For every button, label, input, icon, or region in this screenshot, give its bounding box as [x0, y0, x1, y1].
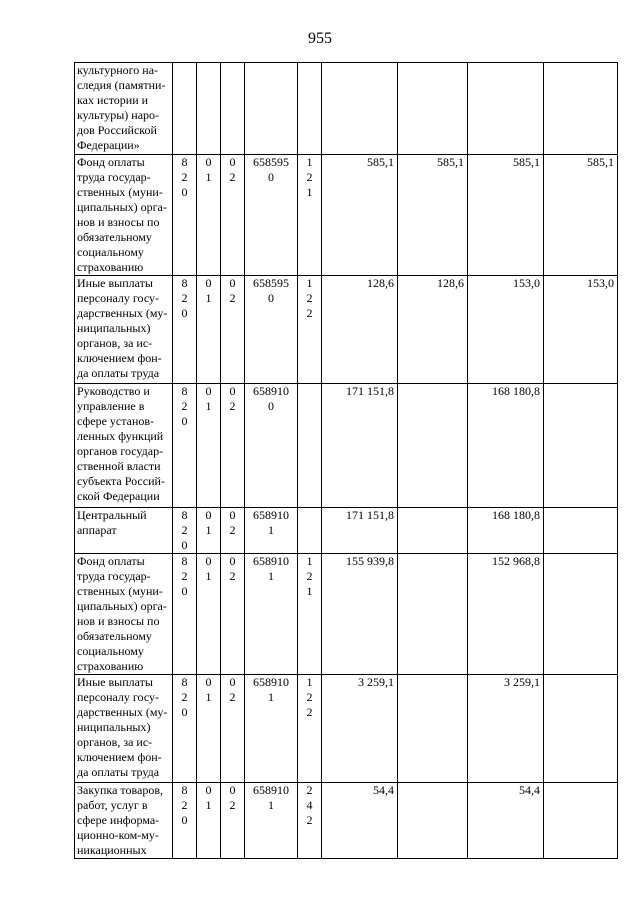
amount-cell-2 [398, 276, 468, 384]
amount-cell-1-text: 171 151,8 [346, 508, 394, 522]
expense-type-cell-text: 1 2 1 [306, 554, 313, 598]
row-name-cell [75, 384, 173, 508]
table-row [75, 675, 618, 783]
amount-cell-3-text: 152 968,8 [492, 554, 540, 568]
section-code-cell [197, 155, 221, 276]
section-code-cell [197, 783, 221, 859]
amount-cell-1-text: 54,4 [373, 783, 394, 797]
subsection-code-cell-text: 0 2 [229, 783, 236, 812]
subsection-code-cell-text: 0 2 [229, 554, 236, 583]
subsection-code-cell [221, 63, 245, 155]
section-code-cell [197, 508, 221, 554]
amount-cell-4 [544, 155, 618, 276]
amount-cell-4 [544, 384, 618, 508]
amount-cell-3 [468, 384, 544, 508]
expense-type-cell-text: 1 2 2 [306, 675, 313, 719]
expense-type-cell-text: 2 4 2 [306, 783, 313, 827]
amount-cell-3 [468, 783, 544, 859]
table-body [75, 63, 618, 859]
amount-cell-3-text: 3 259,1 [504, 675, 540, 689]
expense-type-cell [298, 508, 322, 554]
amount-cell-1 [322, 155, 398, 276]
expense-type-cell-text: 1 2 2 [306, 276, 313, 320]
row-name-cell [75, 675, 173, 783]
table-row [75, 384, 618, 508]
amount-cell-2 [398, 384, 468, 508]
row-name-cell-text: Центральный аппарат [77, 508, 147, 537]
row-name-cell-text: культурного на- следия (памятни- ках истории и культуры) наро- дов Российской Федерации» [77, 63, 166, 152]
subsection-code-cell [221, 554, 245, 675]
section-code-cell-text: 0 1 [205, 384, 212, 413]
amount-cell-1 [322, 675, 398, 783]
ministry-code-cell [173, 155, 197, 276]
amount-cell-1-text: 155 939,8 [346, 554, 394, 568]
budget-table [74, 62, 618, 859]
amount-cell-2 [398, 675, 468, 783]
subsection-code-cell [221, 675, 245, 783]
target-article-cell [245, 384, 298, 508]
amount-cell-1 [322, 783, 398, 859]
amount-cell-2 [398, 508, 468, 554]
subsection-code-cell [221, 155, 245, 276]
subsection-code-cell-text: 0 2 [229, 675, 236, 704]
row-name-cell [75, 155, 173, 276]
amount-cell-3-text: 153,0 [513, 276, 540, 290]
target-article-cell-text: 658910 1 [253, 554, 289, 583]
section-code-cell-text: 0 1 [205, 675, 212, 704]
ministry-code-cell-text: 8 2 0 [181, 508, 188, 552]
row-name-cell-text: Фонд оплаты труда государ- ственных (муни- ципальных) орга- нов и взносы по обязательному социальному страхованию [77, 155, 167, 274]
subsection-code-cell [221, 783, 245, 859]
section-code-cell-text: 0 1 [205, 276, 212, 305]
ministry-code-cell-text: 8 2 0 [181, 783, 188, 827]
expense-type-cell [298, 384, 322, 508]
amount-cell-1 [322, 508, 398, 554]
amount-cell-1 [322, 63, 398, 155]
section-code-cell [197, 675, 221, 783]
target-article-cell [245, 783, 298, 859]
amount-cell-4 [544, 554, 618, 675]
subsection-code-cell [221, 508, 245, 554]
subsection-code-cell [221, 276, 245, 384]
amount-cell-4-text: 153,0 [587, 276, 614, 290]
ministry-code-cell [173, 675, 197, 783]
amount-cell-1-text: 585,1 [367, 155, 394, 169]
amount-cell-2 [398, 155, 468, 276]
section-code-cell-text: 0 1 [205, 783, 212, 812]
subsection-code-cell-text: 0 2 [229, 508, 236, 537]
row-name-cell [75, 508, 173, 554]
row-name-cell-text: Иные выплаты персоналу госу- дарственных (му- ниципальных) органов, за ис- ключением фон- да оплаты труда [77, 675, 168, 779]
expense-type-cell [298, 783, 322, 859]
table-row [75, 783, 618, 859]
amount-cell-3-text: 585,1 [513, 155, 540, 169]
ministry-code-cell [173, 554, 197, 675]
row-name-cell [75, 276, 173, 384]
section-code-cell [197, 554, 221, 675]
amount-cell-4 [544, 783, 618, 859]
target-article-cell [245, 155, 298, 276]
ministry-code-cell-text: 8 2 0 [181, 554, 188, 598]
amount-cell-3 [468, 554, 544, 675]
amount-cell-2 [398, 554, 468, 675]
section-code-cell-text: 0 1 [205, 508, 212, 537]
amount-cell-2 [398, 63, 468, 155]
expense-type-cell [298, 276, 322, 384]
target-article-cell-text: 658910 1 [253, 783, 289, 812]
target-article-cell [245, 276, 298, 384]
amount-cell-1 [322, 554, 398, 675]
row-name-cell-text: Руководство и управление в сфере установ- ленных функций органов государ- ственной власти субъекта Россий- ской Федерации [77, 384, 165, 503]
amount-cell-1 [322, 276, 398, 384]
target-article-cell-text: 658910 1 [253, 675, 289, 704]
subsection-code-cell [221, 384, 245, 508]
row-name-cell-text: Закупка товаров, работ, услуг в сфере информа- ционно-ком-му- никационных [77, 783, 163, 857]
section-code-cell-text: 0 1 [205, 554, 212, 583]
table-row [75, 155, 618, 276]
row-name-cell [75, 63, 173, 155]
ministry-code-cell [173, 508, 197, 554]
ministry-code-cell-text: 8 2 0 [181, 276, 188, 320]
amount-cell-1 [322, 384, 398, 508]
amount-cell-4 [544, 675, 618, 783]
amount-cell-3-text: 54,4 [519, 783, 540, 797]
amount-cell-2-text: 585,1 [437, 155, 464, 169]
ministry-code-cell [173, 384, 197, 508]
row-name-cell [75, 554, 173, 675]
section-code-cell [197, 384, 221, 508]
expense-type-cell [298, 554, 322, 675]
amount-cell-3 [468, 276, 544, 384]
ministry-code-cell [173, 63, 197, 155]
subsection-code-cell-text: 0 2 [229, 276, 236, 305]
expense-type-cell [298, 63, 322, 155]
page-number: 955 [308, 30, 332, 47]
amount-cell-1-text: 171 151,8 [346, 384, 394, 398]
amount-cell-3 [468, 675, 544, 783]
section-code-cell [197, 276, 221, 384]
target-article-cell [245, 508, 298, 554]
amount-cell-4 [544, 63, 618, 155]
ministry-code-cell-text: 8 2 0 [181, 675, 188, 719]
target-article-cell [245, 63, 298, 155]
target-article-cell-text: 658910 0 [253, 384, 289, 413]
amount-cell-3-text: 168 180,8 [492, 508, 540, 522]
target-article-cell-text: 658910 1 [253, 508, 289, 537]
target-article-cell [245, 675, 298, 783]
amount-cell-1-text: 3 259,1 [358, 675, 394, 689]
table-row [75, 554, 618, 675]
expense-type-cell [298, 675, 322, 783]
subsection-code-cell-text: 0 2 [229, 155, 236, 184]
row-name-cell [75, 783, 173, 859]
expense-type-cell [298, 155, 322, 276]
amount-cell-3-text: 168 180,8 [492, 384, 540, 398]
ministry-code-cell [173, 276, 197, 384]
amount-cell-3 [468, 155, 544, 276]
target-article-cell [245, 554, 298, 675]
amount-cell-3 [468, 508, 544, 554]
target-article-cell-text: 658595 0 [253, 276, 289, 305]
table-row [75, 276, 618, 384]
subsection-code-cell-text: 0 2 [229, 384, 236, 413]
amount-cell-4 [544, 276, 618, 384]
ministry-code-cell-text: 8 2 0 [181, 384, 188, 428]
table-row [75, 508, 618, 554]
expense-type-cell-text: 1 2 1 [306, 155, 313, 199]
amount-cell-1-text: 128,6 [367, 276, 394, 290]
amount-cell-2 [398, 783, 468, 859]
section-code-cell-text: 0 1 [205, 155, 212, 184]
amount-cell-3 [468, 63, 544, 155]
amount-cell-4-text: 585,1 [587, 155, 614, 169]
table-row [75, 63, 618, 155]
amount-cell-2-text: 128,6 [437, 276, 464, 290]
row-name-cell-text: Фонд оплаты труда государ- ственных (муни- ципальных) орга- нов и взносы по обязательному социальному страхованию [77, 554, 167, 673]
ministry-code-cell [173, 783, 197, 859]
ministry-code-cell-text: 8 2 0 [181, 155, 188, 199]
target-article-cell-text: 658595 0 [253, 155, 289, 184]
amount-cell-4 [544, 508, 618, 554]
row-name-cell-text: Иные выплаты персоналу госу- дарственных (му- ниципальных) органов, за ис- ключением фон- да оплаты труда [77, 276, 168, 380]
section-code-cell [197, 63, 221, 155]
